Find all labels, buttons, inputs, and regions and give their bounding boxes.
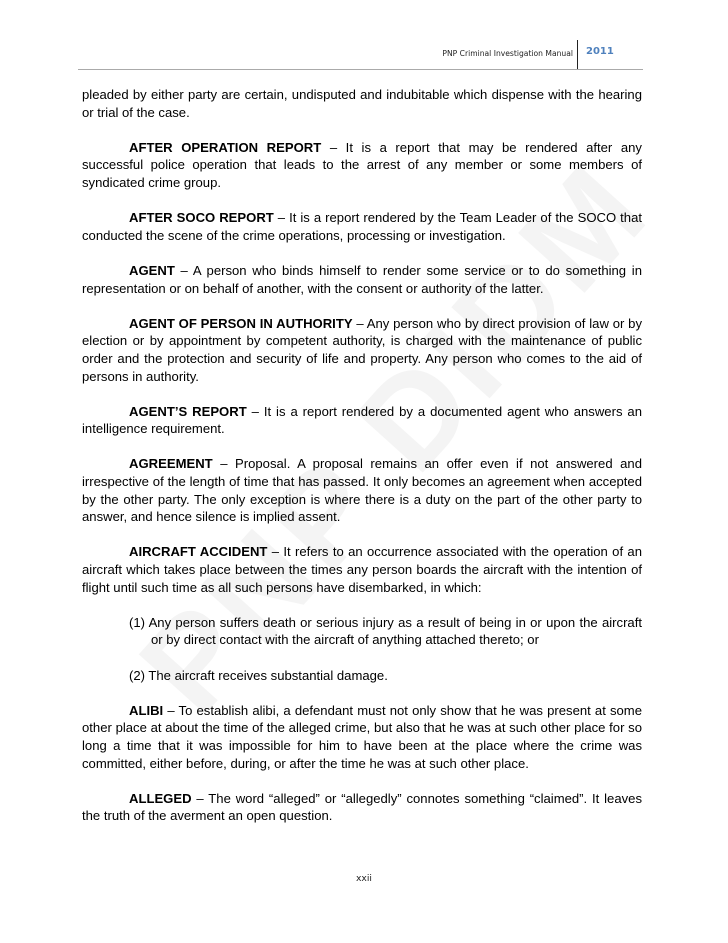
entry-text: – Any person who by direct provision of law or by election or by appointment by competent authority, is charged with the maintenance of public order and the protection and security of life and property. Any person who comes to the aid of persons in authority.: [82, 315, 643, 384]
list-item: (2) The aircraft receives substantial damage.: [129, 667, 388, 683]
entry-agent-of-person-in-authority: [82, 315, 642, 385]
entry-term: ALLEGED: [129, 790, 192, 806]
intro-paragraph: pleaded by either party are certain, undisputed and indubitable which dispense with the hearing or trial of the case.: [82, 87, 642, 120]
entry-term: AGENT OF PERSON IN AUTHORITY: [129, 315, 353, 331]
entry-term: AIRCRAFT ACCIDENT: [129, 544, 268, 560]
entry-after-soco-report: [82, 209, 642, 244]
entry-term: AFTER SOCO REPORT: [129, 210, 274, 226]
page-body: [82, 86, 642, 843]
entry-text: – The word “alleged” or “allegedly” connotes something “claimed”. It leaves the truth of the averment an open question.: [82, 790, 642, 824]
entry-aircraft-accident: [82, 543, 642, 596]
entry-alibi: [82, 702, 642, 772]
entry-term: ALIBI: [129, 702, 164, 718]
entry-text: – A person who binds himself to render some service or to do something in representation or on behalf of another, with the consent or authority of the latter.: [82, 262, 642, 296]
header-year: 2011: [586, 46, 614, 57]
entry-term: AGENT’S REPORT: [129, 403, 247, 419]
entry-agents-report: [82, 403, 642, 438]
header-title: PNP Criminal Investigation Manual: [442, 49, 573, 58]
entry-text: – It is a report rendered by the Team Leader of the SOCO that conducted the scene of the crime operations, processing or investigation.: [82, 210, 642, 243]
page-header: [0, 40, 728, 70]
entry-term: AGENT: [129, 262, 175, 278]
entry-text: – Proposal. A proposal remains an offer even if not answered and irrespective of the length of time that has passed. It only becomes an agreement when accepted by the other party. The only exception is where there is a duty on the part of the other party to answer, and hence silence is implied assent.: [82, 456, 642, 525]
entry-text: – It is a report that may be rendered after any successful police operation that leads to the arrest of any member or some members of syndicated crime group.: [82, 139, 642, 190]
header-rule: [78, 69, 643, 70]
list-item: (1) Any person suffers death or serious injury as a result of being in or upon the aircraft or by direct contact with the aircraft of anything attached thereto; or: [129, 614, 642, 648]
entry-text: – It refers to an occurrence associated with the operation of an aircraft which takes place between the times any person boards the aircraft with the intention of flight until such time as all such persons have disembarked, in which:: [82, 544, 642, 595]
entry-alleged: [82, 790, 642, 825]
entry-agent: [82, 262, 642, 297]
page-number: xxii: [356, 873, 372, 884]
entry-text: – It is a report rendered by a documented agent who answers an intelligence requirement.: [82, 403, 642, 437]
page-footer: [0, 873, 728, 884]
entry-text: – To establish alibi, a defendant must not only show that he was present at some other place at about the time of the alleged crime, but also that he was at such other place for so long a time that it was impossible for him to have been at the place where the crime was committed, either before, during, or after the time he was at such other place.: [82, 702, 642, 771]
entry-after-operation-report: [82, 139, 642, 192]
entry-term: AFTER OPERATION REPORT: [129, 139, 322, 155]
header-separator: [577, 40, 578, 70]
entry-agreement: [82, 455, 642, 525]
entry-term: AGREEMENT: [129, 456, 213, 472]
